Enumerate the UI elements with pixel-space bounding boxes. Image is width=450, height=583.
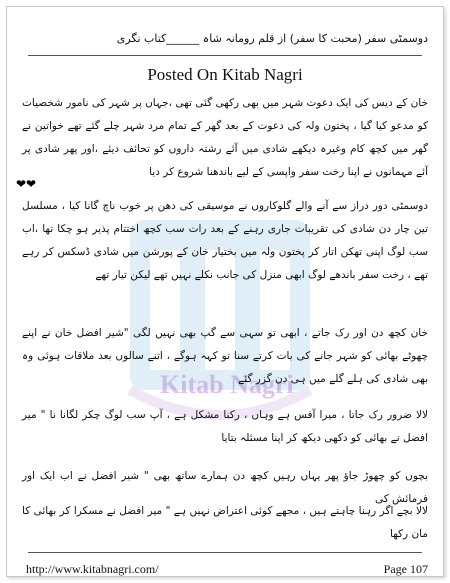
posted-on-banner: Posted On Kitab Nagri — [147, 65, 303, 84]
hearts-icon: ❤❤ — [16, 177, 37, 191]
paragraph-1: خان کے دیس کی ایک دعوت شہر میں بھی رکھی گئی تھی ،جہاں پر شہر کی نامور شخصیات کو مدعو کیا گیا ، پختون ولہ کی دعوت کے بعد گھر کے تمام مرد شہر چلے گئے تھے خواتین نے گھر میں کچھ کام وغیرہ دیکھے شادی میں آئے رشتہ داروں کو تحائف دیئے ،اور پھر شادی پر آئے مہمانوں نے اپنا رخت سفر واپسی کے لیے باندھنا شروع کر دیا — [22, 97, 428, 178]
footer-divider — [28, 552, 422, 553]
footer-url-link[interactable]: http://www.kitabnagri.com/ — [26, 562, 159, 576]
paragraph-4: لالا ضرور رک جاتا ، میرا آفس ہے وہاں ، رکنا مشکل ہے ، آپ سب لوگ چکر لگانا نا " میر افضل نے بھائی کو دکھی دیکھ کر اپنا مسئلہ بتایا — [22, 409, 428, 444]
paragraph-5: بچوں کو چھوڑ جاؤ پھر یہاں رہیں کچھ دن ہمارے ساتھ بھی " شیر افضل نے اب ایک اور فرمائش کی — [22, 470, 428, 505]
page-header: دوسمٹی سفر (محبت کا سفر) از قلم رومانہ شاہ ______کتاب نگری — [116, 32, 428, 45]
paragraph-6: لالا بچے اگر رہنا چاہتے ہیں ، مجھے کوئی اعتراض نہیں ہے " میر افضل نے مسکرا کر بھائی کا مان رکھا — [22, 505, 428, 540]
header-divider — [28, 55, 422, 56]
watermark-text: Kitab Nagri — [160, 370, 294, 399]
paragraph-3: خان کچھ دن اور رک جاتے ، ابھی تو سہی سے گپ بھی نہیں لگی "شیر افضل خان نے اپنے چھوٹے بھائی کو شہر جانے کی بات کرتے سنا تو کہہ ہوگے ، اتنے سالوں بعد ملاقات ہوئی وہ بھی شادی کی ہلے گلے میں ہی دن گزر گئے — [22, 327, 428, 385]
paragraph-2: دوسمٹی دور دراز سے آنے والے گلوکاروں نے موسیقی کی دھن پر خوب ناچ گانا کیا ، مسلسل تین چار دن شادی کی تقریبات جاری رہنے کے بعد رات سب کچھ اختتام پذیر ہو چکا تھا ،اب سب لوگ اپنی تھکن اتار کر پختون ولہ میں بختیار خان کے پورشن میں شادی ڈسکس کر رہے تھے ، رخت سفر باندھے لوگ ابھی منزل کی جانب نکلے نہیں تھے لیکن تیار تھے — [22, 200, 428, 281]
page-number: Page 107 — [383, 562, 428, 576]
